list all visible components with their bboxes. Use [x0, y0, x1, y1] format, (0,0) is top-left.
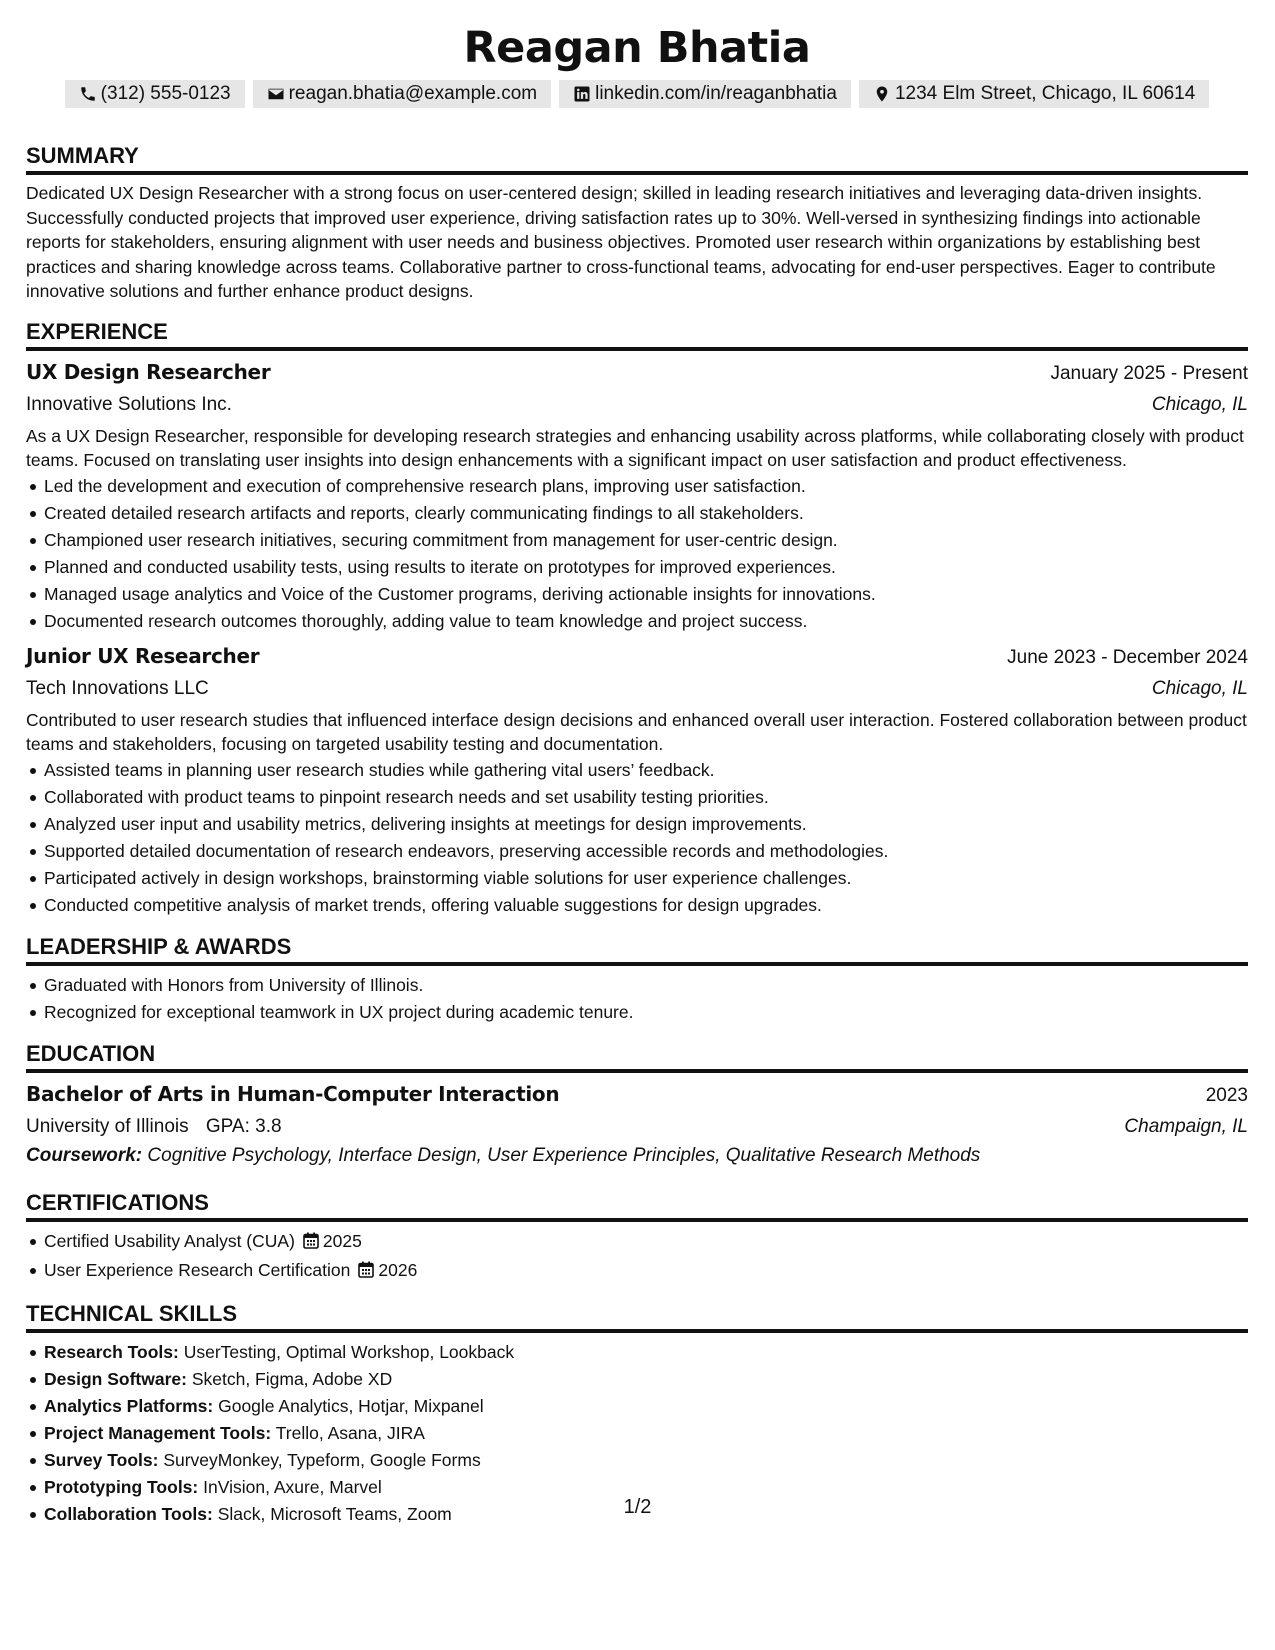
- map-pin-icon: [873, 85, 891, 103]
- leadership-section: [26, 933, 1248, 1026]
- job-entry: [26, 357, 1248, 635]
- school-info: [26, 1111, 282, 1143]
- section-title-leadership: LEADERSHIP & AWARDS: [26, 933, 1248, 966]
- skill-value: UserTesting, Optimal Workshop, Lookback: [183, 1341, 515, 1362]
- job-date: January 2025 - Present: [1050, 362, 1248, 384]
- contact-bar: [26, 80, 1248, 108]
- list-item: [44, 1393, 1248, 1420]
- skill-label: Analytics Platforms:: [44, 1395, 214, 1416]
- list-item: [44, 1447, 1248, 1474]
- cert-name: User Experience Research Certification: [44, 1259, 351, 1280]
- list-item: Led the development and execution of comprehensive research plans, improving user satisfaction.: [44, 473, 1248, 500]
- gpa: GPA: 3.8: [205, 1115, 282, 1137]
- list-item: [44, 1228, 1248, 1257]
- job-bullets: [26, 473, 1248, 635]
- email-text[interactable]: reagan.bhatia@example.com: [288, 83, 538, 104]
- section-title-experience: EXPERIENCE: [26, 318, 1248, 351]
- skill-label: Design Software:: [44, 1368, 187, 1389]
- list-item: Supported detailed documentation of research endeavors, preserving accessible records and methodologies.: [44, 838, 1248, 865]
- list-item: Created detailed research artifacts and reports, clearly communicating findings to all stakeholders.: [44, 500, 1248, 527]
- page-number: 1/2: [623, 1496, 652, 1518]
- job-location: Chicago, IL: [1151, 393, 1248, 415]
- list-item: Documented research outcomes thoroughly, adding value to team knowledge and project success.: [44, 608, 1248, 635]
- list-item: [44, 1366, 1248, 1393]
- linkedin-icon: [573, 85, 591, 103]
- list-item: Managed usage analytics and Voice of the Customer programs, deriving actionable insights for innovations.: [44, 581, 1248, 608]
- list-item: [44, 1339, 1248, 1366]
- list-item: Conducted competitive analysis of market trends, offering valuable suggestions for design upgrades.: [44, 892, 1248, 919]
- school-location: Champaign, IL: [1124, 1115, 1248, 1137]
- job-description: Contributed to user research studies that influenced interface design decisions and enhanced overall user interaction. Fostered collaboration between product teams and stakeholders, focusing on targeted usability testing and documentation.: [26, 709, 1247, 754]
- job-company: Innovative Solutions Inc.: [26, 393, 232, 415]
- section-title-certifications: CERTIFICATIONS: [26, 1189, 1248, 1222]
- job-description: As a UX Design Researcher, responsible for developing research strategies and enhancing usability across platforms, while collaborating closely with product teams. Focused on translating user insights into design enhancements with a significant impact on user satisfaction and product effectiveness.: [26, 425, 1244, 470]
- contact-email[interactable]: [253, 80, 551, 108]
- skill-value: SurveyMonkey, Typeform, Google Forms: [163, 1449, 481, 1470]
- list-item: Graduated with Honors from University of Illinois.: [44, 972, 1248, 999]
- envelope-icon: [267, 85, 285, 103]
- school-name: University of Illinois: [26, 1115, 189, 1137]
- list-item: Participated actively in design workshops, brainstorming viable solutions for user experience challenges.: [44, 865, 1248, 892]
- skill-label: Research Tools:: [44, 1341, 179, 1362]
- cert-year: 2026: [378, 1259, 418, 1280]
- candidate-name: Reagan Bhatia: [463, 23, 811, 73]
- certifications-list: [26, 1228, 1248, 1286]
- contact-address: [859, 80, 1209, 108]
- skill-value: Google Analytics, Hotjar, Mixpanel: [218, 1395, 484, 1416]
- skill-label: Survey Tools:: [44, 1449, 159, 1470]
- skill-label: Project Management Tools:: [44, 1422, 272, 1443]
- phone-text: (312) 555-0123: [100, 83, 231, 104]
- skill-label: Collaboration Tools:: [44, 1503, 213, 1524]
- skill-value: Trello, Asana, JIRA: [275, 1422, 425, 1443]
- skills-section: [26, 1300, 1248, 1528]
- coursework-text: Cognitive Psychology, Interface Design, User Experience Principles, Qualitative Research Methods: [147, 1144, 981, 1166]
- list-item: [44, 1420, 1248, 1447]
- coursework: [26, 1143, 1248, 1169]
- job-entry: [26, 641, 1248, 919]
- job-bullets: [26, 757, 1248, 919]
- certifications-section: [26, 1189, 1248, 1286]
- graduation-year: 2023: [1205, 1084, 1248, 1106]
- list-item: Analyzed user input and usability metrics, delivering insights at meetings for design improvements.: [44, 811, 1248, 838]
- education-section: [26, 1040, 1248, 1169]
- job-title: UX Design Researcher: [26, 359, 271, 384]
- section-title-summary: SUMMARY: [26, 142, 1248, 175]
- list-item: Championed user research initiatives, securing commitment from management for user-centric design.: [44, 527, 1248, 554]
- leadership-list: [26, 972, 1248, 1026]
- degree-title: Bachelor of Arts in Human-Computer Interaction: [26, 1081, 560, 1106]
- job-company: Tech Innovations LLC: [26, 677, 209, 699]
- list-item: Planned and conducted usability tests, using results to iterate on prototypes for improved experiences.: [44, 554, 1248, 581]
- list-item: [44, 1257, 1248, 1286]
- contact-phone: [65, 80, 245, 108]
- cert-year: 2025: [322, 1230, 362, 1251]
- skill-value: Slack, Microsoft Teams, Zoom: [217, 1503, 452, 1524]
- job-date: June 2023 - December 2024: [1007, 646, 1248, 668]
- job-location: Chicago, IL: [1151, 677, 1248, 699]
- linkedin-text[interactable]: linkedin.com/in/reaganbhatia: [595, 83, 837, 104]
- section-title-skills: TECHNICAL SKILLS: [26, 1300, 1248, 1333]
- resume-page: [26, 22, 1248, 1528]
- phone-icon: [79, 85, 97, 103]
- summary-text: Dedicated UX Design Researcher with a strong focus on user-centered design; skilled in leading research initiatives and leveraging data-driven insights. Successfully conducted projects that improved user experience, driving satisfaction rates up to 30%. Well-versed in synthesizing findings into actionable reports for stakeholders, ensuring alignment with user needs and business objectives. Promoted user research within organizations by establishing best practices and sharing knowledge across teams. Collaborative partner to cross-functional teams, advocating for end-user perspectives. Eager to contribute innovative solutions and further enhance product designs.: [26, 183, 1216, 301]
- section-title-education: EDUCATION: [26, 1040, 1248, 1073]
- calendar-icon: [358, 1259, 374, 1286]
- cert-name: Certified Usability Analyst (CUA): [44, 1230, 295, 1251]
- skill-label: Prototyping Tools:: [44, 1476, 199, 1497]
- experience-section: [26, 318, 1248, 919]
- summary-section: [26, 142, 1248, 304]
- skill-value: Sketch, Figma, Adobe XD: [191, 1368, 393, 1389]
- job-title: Junior UX Researcher: [26, 643, 260, 668]
- calendar-icon: [303, 1230, 319, 1257]
- address-text: 1234 Elm Street, Chicago, IL 60614: [894, 83, 1196, 104]
- list-item: Collaborated with product teams to pinpoint research needs and set usability testing priorities.: [44, 784, 1248, 811]
- coursework-label: Coursework:: [26, 1144, 143, 1166]
- list-item: Recognized for exceptional teamwork in UX project during academic tenure.: [44, 999, 1248, 1026]
- list-item: Assisted teams in planning user research studies while gathering vital users’ feedback.: [44, 757, 1248, 784]
- contact-linkedin[interactable]: [559, 80, 851, 108]
- skill-value: InVision, Axure, Marvel: [203, 1476, 382, 1497]
